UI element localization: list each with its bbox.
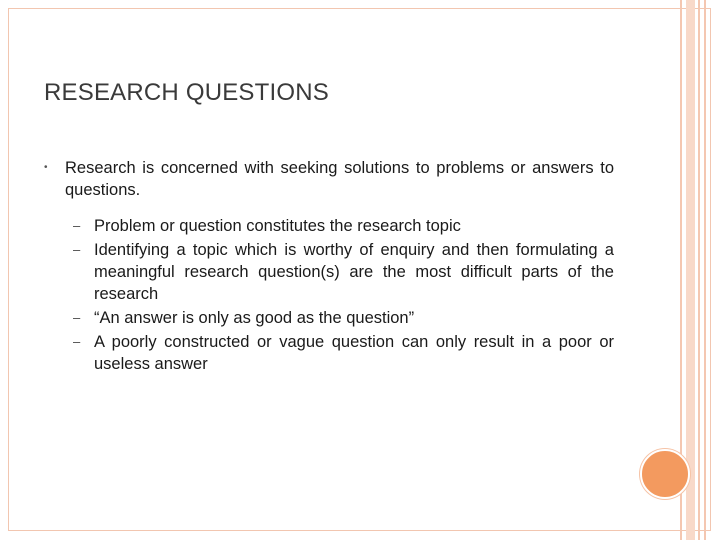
sub-bullet-item xyxy=(73,215,614,237)
slide-body xyxy=(44,157,614,377)
dash-marker: – xyxy=(73,242,81,257)
sub-bullet-item xyxy=(73,307,614,329)
decorative-stripe-right xyxy=(698,0,700,540)
bullet-text: Research is concerned with seeking solutions to problems or answers to questions. xyxy=(65,159,614,199)
decorative-stripe-outer xyxy=(704,0,706,540)
decorative-circle xyxy=(640,449,690,499)
slide-title: RESEARCH QUESTIONS xyxy=(44,79,329,106)
sub-bullet-text: Identifying a topic which is worthy of enquiry and then formulating a meaningful research question(s) are the most difficult parts of the research xyxy=(94,241,614,303)
dash-marker: – xyxy=(73,218,81,233)
sub-bullet-item xyxy=(73,331,614,375)
sub-bullet-text: A poorly constructed or vague question can only result in a poor or useless answer xyxy=(94,333,614,373)
sub-bullet-item xyxy=(73,239,614,305)
bullet-item xyxy=(44,157,614,201)
sub-bullet-list xyxy=(44,215,614,375)
bullet-marker: • xyxy=(44,162,48,173)
dash-marker: – xyxy=(73,310,81,325)
sub-bullet-text: Problem or question constitutes the research topic xyxy=(94,217,461,235)
decorative-stripe-wide xyxy=(686,0,695,540)
sub-bullet-text: “An answer is only as good as the question” xyxy=(94,309,415,327)
dash-marker: – xyxy=(73,334,81,349)
